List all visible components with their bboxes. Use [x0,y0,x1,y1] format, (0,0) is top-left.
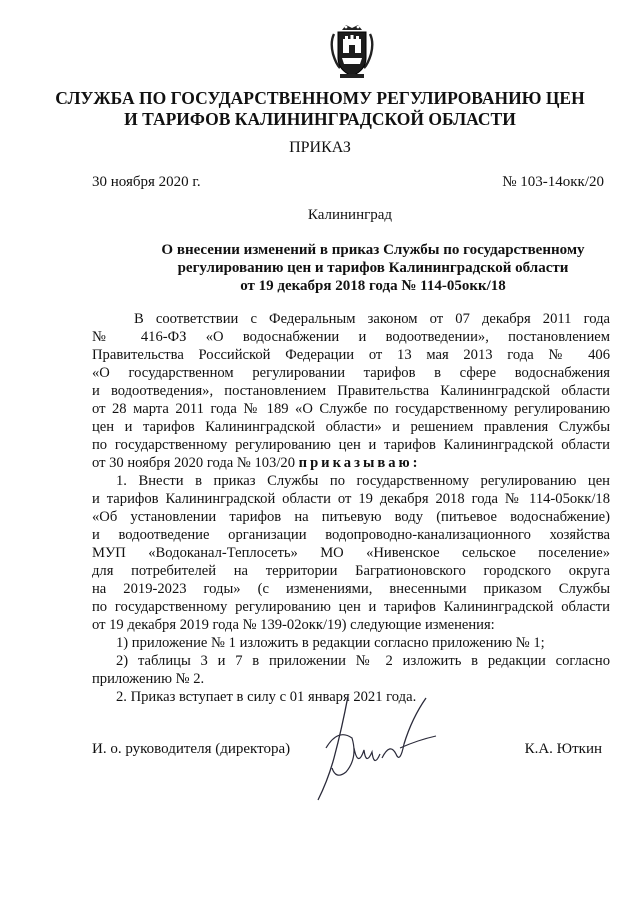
body-line: В соответствии с Федеральным законом от 07 декабря 2011 года [134,311,610,327]
body-line: «О государственном регулировании тарифов в сфере водоснабжения [92,365,610,381]
signatory-title: И. о. руководителя (директора) [92,741,291,757]
body-line: и водоотведение организации водопроводно-канализационного хозяйства [92,527,610,543]
body-line: от 28 марта 2011 года № 189 «О Службе по государственному регулированию [92,401,610,417]
body-line: цен и тарифов Калининградской области» и решением правления Службы [92,419,610,435]
body-line: 2. Приказ вступает в силу с 01 января 2021 года. [116,689,417,705]
order-city: Калининград [307,207,393,223]
subject-line: О внесении изменений в приказ Службы по государственному [161,242,585,258]
body-line: 1) приложение № 1 изложить в редакции согласно приложению № 1; [116,635,545,651]
body-line: на 2019-2023 годы» (с изменениями, внесенными приказом Службы [92,581,610,597]
subject-line: регулированию цен и тарифов Калининградской области [177,260,569,276]
body-line: МУП «Водоканал-Теплосеть» МО «Нивенское сельское поселение» [92,545,610,561]
body-line: от 19 декабря 2019 года № 139-02окк/19) следующие изменения: [92,617,495,633]
body-line: и водоотведения», постановлением Правительства Калининградской области [92,383,610,399]
body-line: приложению № 2. [92,671,205,687]
order-subject [118,241,628,295]
body-line: № 416-ФЗ «О водоснабжении и водоотведении», постановлением [92,329,610,345]
document-title: ПРИКАЗ [289,139,351,156]
order-keyword: приказываю: [298,455,421,471]
agency-header-line1: СЛУЖБА ПО ГОСУДАРСТВЕННОМУ РЕГУЛИРОВАНИЮ ЦЕН [55,88,585,108]
subject-line: от 19 декабря 2018 года № 114-05окк/18 [240,278,506,294]
handwritten-signature [308,688,448,808]
agency-header-line2: И ТАРИФОВ КАЛИНИНГРАДСКОЙ ОБЛАСТИ [124,109,516,129]
agency-header [0,88,640,130]
coat-of-arms-emblem [330,24,374,80]
body-line: Правительства Российской Федерации от 13 мая 2013 года № 406 [92,347,610,363]
body-line [92,454,610,472]
order-body [92,310,610,706]
body-line: и тарифов Калининградской области от 19 декабря 2018 года № 114-05окк/18 [92,491,610,507]
signatory-name: К.А. Юткин [524,741,602,757]
body-line: 2) таблицы 3 и 7 в приложении № 2 изложить в редакции согласно [116,653,610,669]
order-number: № 103-14окк/20 [502,174,604,190]
body-line: «Об установлении тарифов на питьевую воду (питьевое водоснабжение) [92,509,610,525]
body-line: 1. Внести в приказ Службы по государственному регулированию цен [116,473,610,489]
order-date: 30 ноября 2020 г. [92,174,201,190]
body-line-text: от 30 ноября 2020 года № 103/20 [92,455,295,471]
body-line: по государственному регулированию цен и тарифов Калининградской области [92,437,610,453]
body-line: для потребителей на территории Багратионовского городского округа [92,563,610,579]
body-line: по государственному регулированию цен и тарифов Калининградской области [92,599,610,615]
